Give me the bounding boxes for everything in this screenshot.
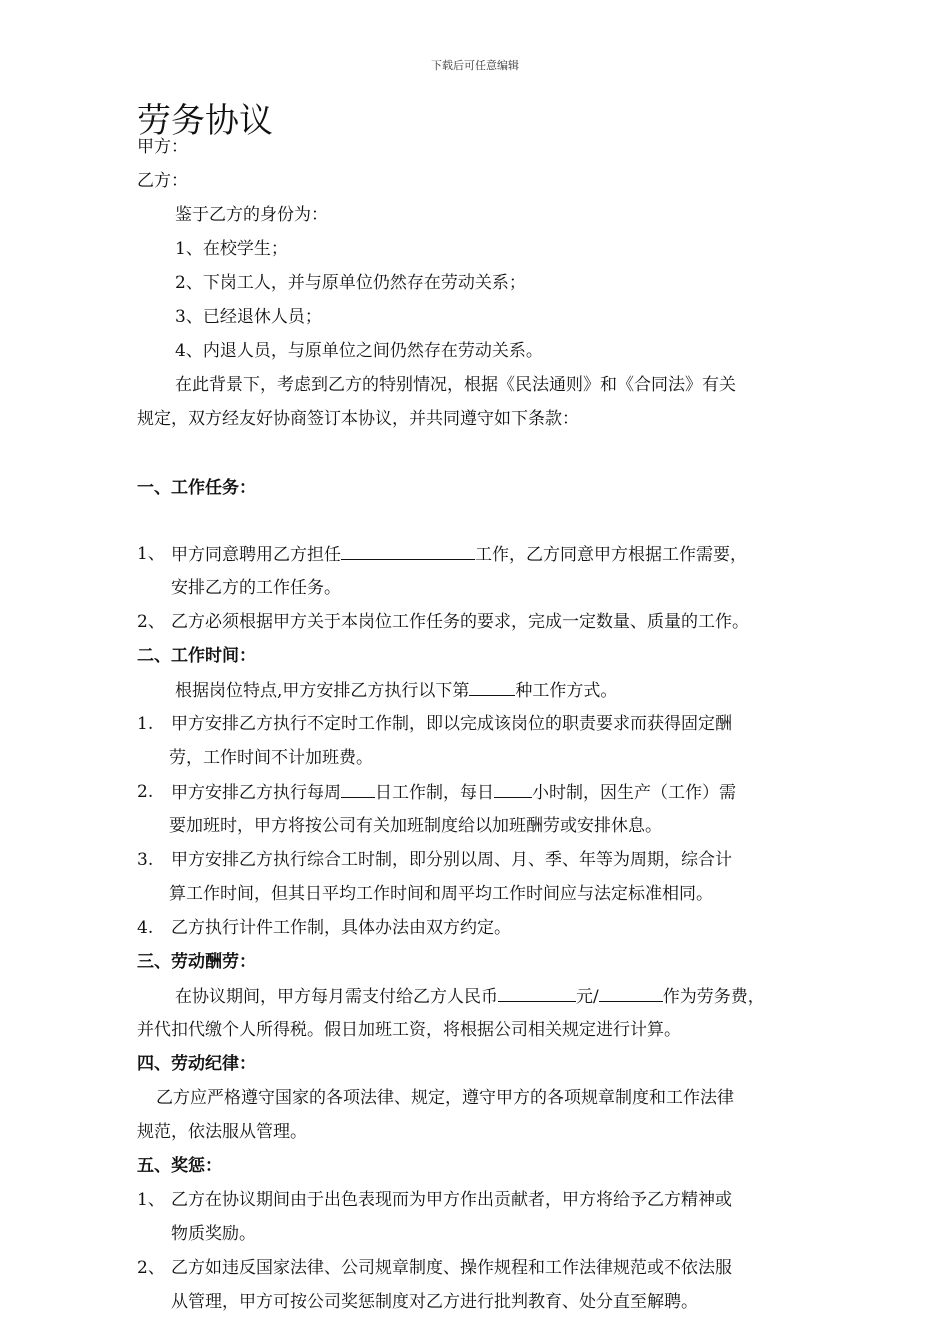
- identity-item-3: 3、已经退休人员；: [175, 307, 322, 327]
- s2-intro: [175, 679, 617, 702]
- days-per-week-blank[interactable]: [341, 781, 375, 798]
- s5-item-1-line-2: 物质奖励。: [171, 1224, 256, 1244]
- s1-item-1-text-a: 甲方同意聘用乙方担任: [171, 545, 341, 565]
- salary-amount-blank[interactable]: [498, 985, 576, 1002]
- salary-unit-blank[interactable]: [599, 985, 663, 1002]
- identity-item-4: 4、内退人员，与原单位之间仍然存在劳动关系。: [175, 341, 543, 361]
- position-blank[interactable]: [341, 543, 475, 560]
- section-heading-4: 四、劳动纪律：: [137, 1054, 256, 1074]
- s2-item-1-line-2: 劳，工作时间不计加班费。: [169, 748, 373, 768]
- s1-item-1-text-b: 工作，乙方同意甲方根据工作需要，: [475, 545, 747, 565]
- s2-item-2-number: 2.: [137, 782, 154, 802]
- s2-item-1-line-1: 甲方安排乙方执行不定时工作制，即以完成该岗位的职责要求而获得固定酬: [171, 714, 732, 734]
- s2-item-4-text: 乙方执行计件工作制，具体办法由双方约定。: [171, 918, 511, 938]
- s5-item-1-line-1: 乙方在协议期间由于出色表现而为甲方作出贡献者，甲方将给予乙方精神或: [171, 1190, 732, 1210]
- document-title: 劳务协议: [137, 101, 273, 141]
- section-heading-5: 五、奖惩：: [137, 1156, 222, 1176]
- s3-line-1: [175, 985, 765, 1008]
- s3-text-b: 元/: [576, 987, 599, 1007]
- s2-item-3-line-1: 甲方安排乙方执行综合工时制，即分别以周、月、季、年等为周期，综合计: [171, 850, 732, 870]
- s2-item-2-text-a: 甲方安排乙方执行每周: [171, 783, 341, 803]
- background-line-1: 在此背景下，考虑到乙方的特别情况，根据《民法通则》和《合同法》有关: [175, 375, 736, 395]
- identity-item-1: 1、在校学生；: [175, 239, 288, 259]
- s1-item-2-number: 2、: [137, 612, 165, 632]
- s1-item-2-text: 乙方必须根据甲方关于本岗位工作任务的要求，完成一定数量、质量的工作。: [171, 612, 749, 632]
- s3-text-a: 在协议期间，甲方每月需支付给乙方人民币: [175, 987, 498, 1007]
- s3-text-c: 作为劳务费，: [662, 987, 765, 1007]
- identity-item-2: 2、下岗工人，并与原单位仍然存在劳动关系；: [175, 273, 526, 293]
- identity-intro: 鉴于乙方的身份为：: [175, 205, 328, 225]
- s2-item-3-line-2: 算工作时间，但其日平均工作时间和周平均工作时间应与法定标准相同。: [169, 884, 713, 904]
- s5-item-2-line-1: 乙方如违反国家法律、公司规章制度、操作规程和工作法律规范或不依法服: [171, 1258, 732, 1278]
- s2-intro-text-b: 种工作方式。: [515, 681, 618, 701]
- s1-item-1-line-1: [171, 543, 747, 566]
- section-heading-3: 三、劳动酬劳：: [137, 952, 256, 972]
- s2-item-1-number: 1.: [137, 714, 154, 734]
- s1-item-1-number: 1、: [137, 544, 165, 564]
- background-line-2: 规定，双方经友好协商签订本协议，并共同遵守如下条款：: [137, 409, 579, 429]
- s1-item-1-line-2: 安排乙方的工作任务。: [171, 578, 341, 598]
- section-heading-2: 二、工作时间：: [137, 646, 256, 666]
- s2-item-2-text-b: 日工作制，每日: [375, 783, 494, 803]
- s4-line-2: 规范，依法服从管理。: [137, 1122, 307, 1142]
- s5-item-2-line-2: 从管理，甲方可按公司奖惩制度对乙方进行批判教育、处分直至解聘。: [171, 1292, 698, 1312]
- s2-item-2-line-2: 要加班时，甲方将按公司有关加班制度给以加班酬劳或安排休息。: [169, 816, 662, 836]
- hours-per-day-blank[interactable]: [494, 781, 532, 798]
- s2-item-2-line-1: [171, 781, 736, 804]
- s2-item-2-text-c: 小时制，因生产（工作）需: [532, 783, 736, 803]
- s5-item-1-number: 1、: [137, 1190, 165, 1210]
- s2-item-3-number: 3.: [137, 850, 154, 870]
- page-header: 下载后可任意编辑: [431, 59, 519, 72]
- party-a-label: 甲方：: [137, 137, 188, 157]
- section-heading-1: 一、工作任务：: [137, 478, 256, 498]
- s3-line-2: 并代扣代缴个人所得税。假日加班工资，将根据公司相关规定进行计算。: [137, 1020, 681, 1040]
- s4-line-1: 乙方应严格遵守国家的各项法律、规定，遵守甲方的各项规章制度和工作法律: [156, 1088, 734, 1108]
- s5-item-2-number: 2、: [137, 1258, 165, 1278]
- s2-intro-text-a: 根据岗位特点,甲方安排乙方执行以下第: [175, 681, 470, 701]
- party-b-label: 乙方：: [137, 171, 188, 191]
- method-number-blank[interactable]: [469, 679, 515, 696]
- s2-item-4-number: 4.: [137, 918, 154, 938]
